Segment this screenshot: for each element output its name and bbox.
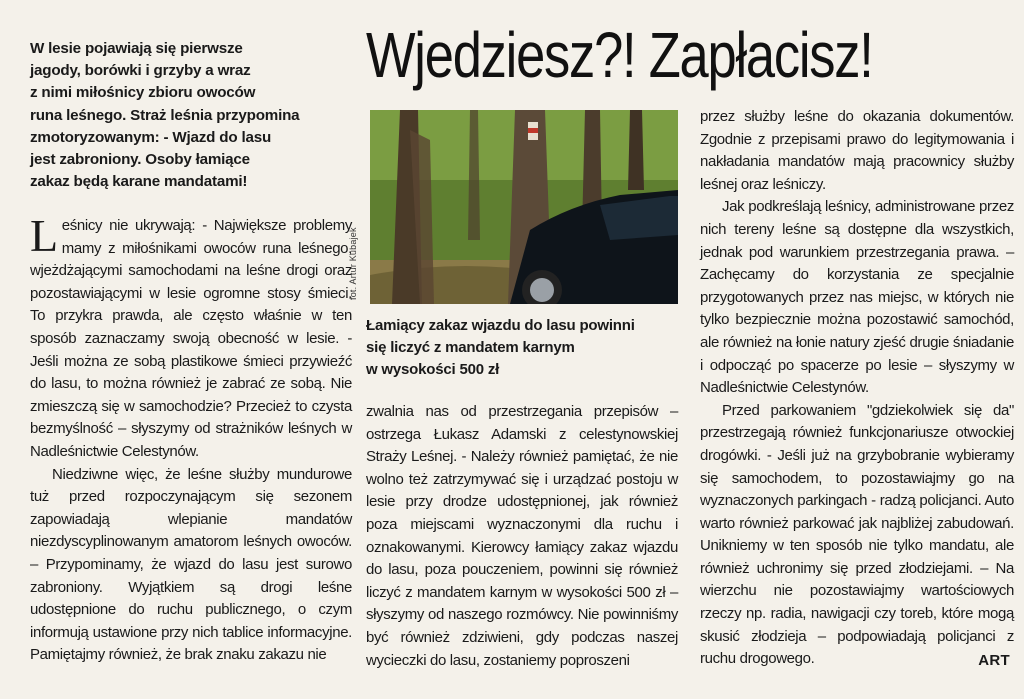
- left-column: [30, 210, 352, 667]
- lead-line: runa leśnego. Straż leśnia przypomina: [30, 106, 300, 124]
- caption-line: się liczyć z mandatem karnym: [366, 339, 575, 356]
- paragraph: Niedziwne więc, że leśne służby mundurowe tuż przed rozpoczynającym się sezonem zapowiadają wlepianie mandatów niezdyscyplinowanym amatorom leśnych owoców. – Przypominamy, że wjazd do lasu jest surowo zabroniony. Wyjątkiem są drogi leśne udostępnione do ruchu publicznego, o czym informują ustawione przy nich tablice informacyjne. Pamiętajmy również, że brak znaku zakazu nie: [30, 465, 352, 664]
- forest-photo-image: [370, 110, 678, 304]
- headline: Wjedziesz?! Zapłacisz!: [366, 19, 873, 91]
- lead-line: zmotoryzowanym: - Wjazd do lasu: [30, 128, 272, 146]
- middle-column: [366, 401, 678, 672]
- photo-credit: fot. Artur Kubajek: [348, 227, 358, 300]
- paragraph: przez służby leśne do okazania dokumentów. Zgodnie z przepisami prawo do legitymowania i nakładania mandatów mają pracownicy służby leśnej oraz leśniczy.: [700, 108, 1014, 193]
- right-column: [700, 106, 1014, 671]
- paragraph-text: eśnicy nie ukrywają: - Największe problemy mamy z miłośnikami owoców runa leśnego, wjeżdżającymi samochodami na leśne drogi oraz pozostawiającymi w lesie ogromne stosy śmieci. To przykra prawda, ale często właśnie w ten sposób zaznaczamy swoją obecność w lesie. - Jeśli można ze sobą plastikowe śmieci przywieźć do lasu, to można również je zabrać ze sobą. Nie zmieszczą się w samochodzie? Przecież to czysta bezmyślność – słyszymy od strażników leśnych w Nadleśnictwie Celestynów.: [30, 217, 352, 460]
- author-signature: ART: [978, 652, 1010, 669]
- forest-car-photo: [370, 110, 678, 304]
- caption-line: Łamiący zakaz wjazdu do lasu powinni: [366, 317, 635, 334]
- dropcap: L: [30, 210, 58, 261]
- paragraph: [30, 210, 352, 464]
- lead-line: jagody, borówki i grzyby a wraz: [30, 62, 251, 80]
- lead-line: zakaz będą karane mandatami!: [30, 173, 248, 191]
- caption-line: w wysokości 500 zł: [366, 361, 500, 378]
- lead-line: z nimi miłośnicy zbioru owoców: [30, 84, 256, 102]
- lead-line: jest zabroniony. Osoby łamiące: [30, 151, 250, 169]
- paragraph: zwalnia nas od przestrzegania przepisów – ostrzega Łukasz Adamski z celestynowskiej Straży Leśnej. - Należy również pamiętać, że nie wolno też zatrzymywać się i urządzać postoju w lesie przy drodze udostępnionej, jak również poza miejscami wyznaczonymi dla ruchu i oznakowanymi. Kierowcy łamiący zakaz wjazdu do lasu, poza pouczeniem, powinni się również liczyć z mandatem karnym w wysokości 500 zł – słyszymy od naszego rozmówcy. Nie powinniśmy być również zdziwieni, gdy podczas naszej wycieczki do lasu, zostaniemy poproszeni: [366, 403, 678, 669]
- paragraph: Jak podkreślają leśnicy, administrowane przez nich tereny leśne są dostępne dla wszystkich, jednak pod warunkiem przestrzegania prawa. – Zachęcamy do korzystania ze specjalnie przygotowanych przez nas miejsc, w których nie tylko bezpiecznie można pozostawić samochód, ale również na łonie natury zjeść drugie śniadanie i odpocząć po spacerze po lesie – słyszymy w Nadleśnictwie Celestynów.: [700, 198, 1014, 397]
- article-lead: [30, 38, 330, 193]
- photo-caption: [366, 315, 666, 381]
- paragraph: Przed parkowaniem "gdziekolwiek się da" przestrzegają również funkcjonariusze otwockiej drogówki. - Jeśli już na grzybobranie wybieramy się samochodem, to pozostawiajmy go na wyznaczonych parkingach - radzą policjanci. Auto warto również parkować jak najbliżej zabudowań. Unikniemy w ten sposób nie tylko mandatu, ale również uchronimy się przed złodziejami. – Na wierzchu nie pozostawiajmy wartościowych rzeczy np. radia, nawigacji czy toreb, które mogą skusić złodzieja – podpowiadają policjanci z ruchu drogowego.: [700, 401, 1014, 668]
- lead-line: W lesie pojawiają się pierwsze: [30, 40, 243, 57]
